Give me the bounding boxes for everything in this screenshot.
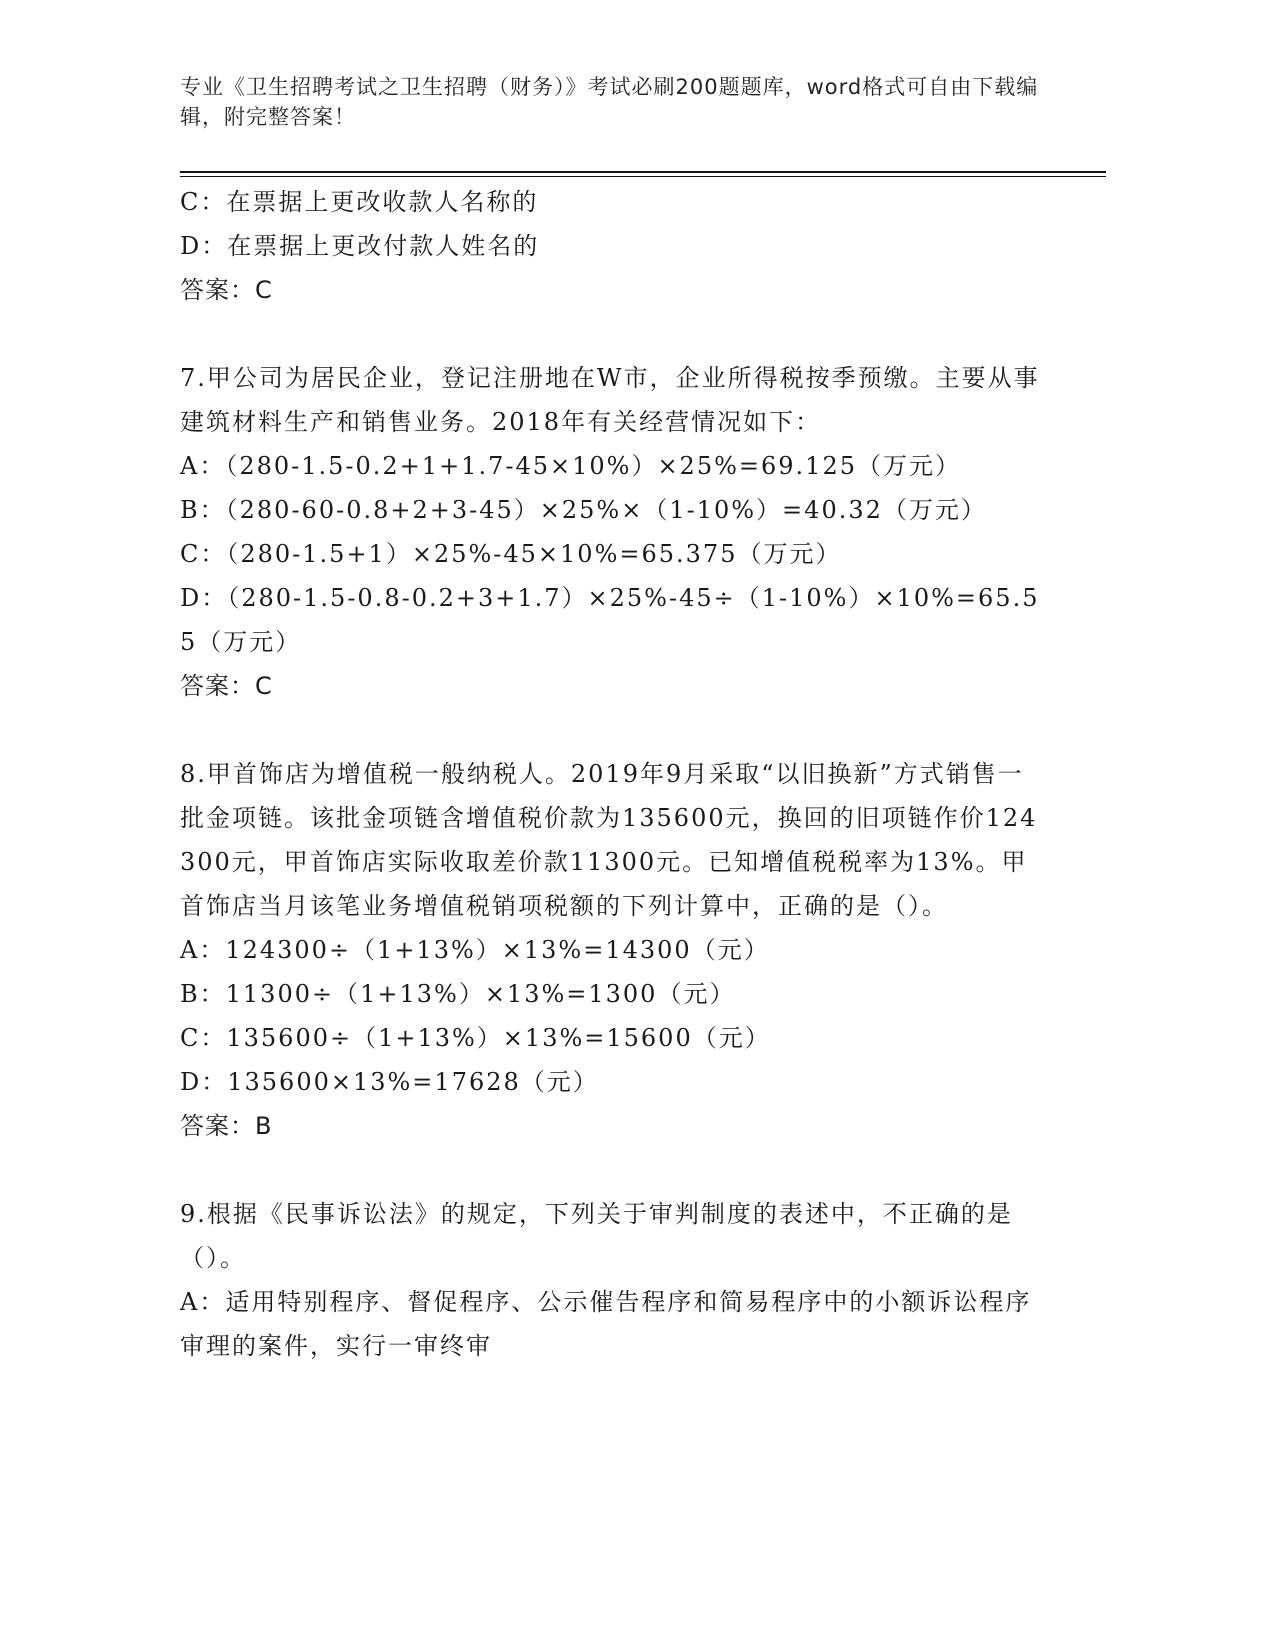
question-stem: 9.根据《民事诉讼法》的规定，下列关于审判制度的表述中，不正确的是（）。 [180, 1200, 1013, 1272]
option-d: D：在票据上更改付款人姓名的 [180, 232, 540, 260]
option-c: C：（280-1.5+1）×25%-45×10%=65.375（万元） [180, 540, 842, 568]
document-header: 专业《卫生招聘考试之卫生招聘（财务）》考试必刷200题题库，word格式可自由下载编辑，附完整答案！ [180, 75, 1039, 129]
question-content [180, 180, 1040, 1368]
spacer [180, 312, 1040, 356]
question-stem: 8.甲首饰店为增值税一般纳税人。2019年9月采取“以旧换新”方式销售一批金项链。该批金项链含增值税价款为135600元，换回的旧项链作价124300元，甲首饰店实际收取差价款11300元。已知增值税税率为13%。甲首饰店当月该笔业务增值税销项税额的下列计算中，正确的是（）。 [180, 760, 1038, 920]
option-d: D：（280-1.5-0.8-0.2+3+1.7）×25%-45÷（1-10%）×10%=65.55（万元） [180, 584, 1040, 656]
option-a: A：（280-1.5-0.2+1+1.7-45×10%）×25%=69.125（万元） [180, 452, 961, 480]
option-b: B：（280-60-0.8+2+3-45）×25%×（1-10%）=40.32（万元） [180, 496, 987, 524]
answer: 答案：B [180, 1112, 273, 1140]
spacer [180, 708, 1040, 752]
option-a: A：124300÷（1+13%）×13%=14300（元） [180, 936, 770, 964]
question-6-tail [180, 180, 1040, 312]
answer: 答案：C [180, 672, 273, 700]
question-7 [180, 356, 1040, 708]
option-c: C：在票据上更改收款人名称的 [180, 188, 539, 216]
option-a: A：适用特别程序、督促程序、公示催告程序和简易程序中的小额诉讼程序审理的案件，实行一审终审 [180, 1288, 1032, 1360]
answer: 答案：C [180, 276, 273, 304]
spacer [180, 1148, 1040, 1192]
header-divider-thin [180, 176, 1106, 177]
option-b: B：11300÷（1+13%）×13%=1300（元） [180, 980, 736, 1008]
question-8 [180, 752, 1040, 1148]
option-c: C：135600÷（1+13%）×13%=15600（元） [180, 1024, 771, 1052]
option-d: D：135600×13%=17628（元） [180, 1068, 599, 1096]
question-stem: 7.甲公司为居民企业，登记注册地在W市，企业所得税按季预缴。主要从事建筑材料生产和销售业务。2018年有关经营情况如下： [180, 364, 1040, 436]
question-9 [180, 1192, 1040, 1368]
header-divider-thick [180, 171, 1106, 173]
